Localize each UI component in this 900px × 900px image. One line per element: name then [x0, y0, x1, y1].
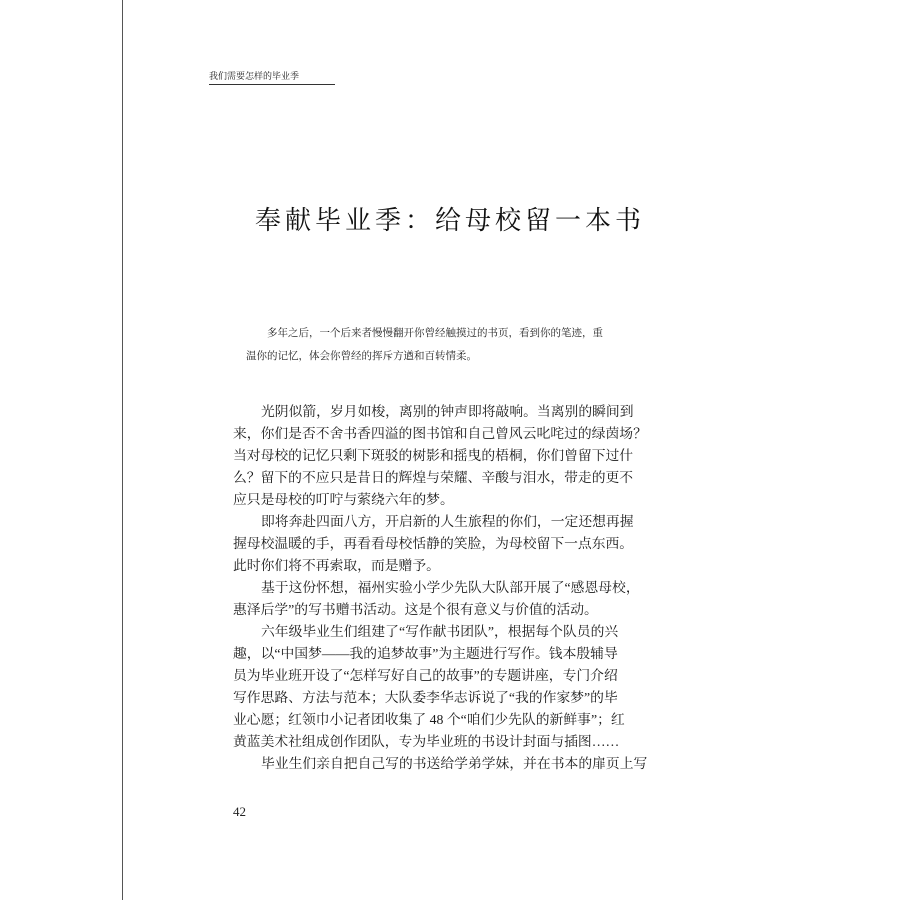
chapter-title: 奉献毕业季：给母校留一本书 [254, 206, 645, 236]
body-line: 业心愿；红领巾小记者团收集了 48 个“咱们少先队的新鲜事”；红 [233, 712, 625, 727]
body-line: 当对母校的记忆只剩下斑驳的树影和摇曳的梧桐，你们曾留下过什 [233, 448, 634, 463]
body-text [233, 401, 663, 775]
body-line: 应只是母校的叮咛与萦绕六年的梦。 [233, 492, 454, 507]
epigraph-line: 温你的记忆，体会你曾经的挥斥方遒和百转情柔。 [246, 350, 477, 362]
body-line: 写作思路、方法与范本；大队委李华志诉说了“我的作家梦”的毕 [233, 690, 618, 705]
page-gutter-line [122, 0, 123, 900]
body-line: 六年级毕业生们组建了“写作献书团队”，根据每个队员的兴 [261, 624, 619, 639]
page-number: 42 [233, 804, 246, 819]
epigraph [246, 322, 659, 368]
body-line: 握母校温暖的手，再看看母校恬静的笑脸，为母校留下一点东西。 [233, 536, 634, 551]
body-line: 黄蓝美术社组成创作团队，专为毕业班的书设计封面与插图…… [233, 734, 620, 749]
body-line: 此时你们将不再索取，而是赠予。 [233, 558, 440, 573]
body-line: 基于这份怀想，福州实验小学少先队大队部开展了“感恩母校， [261, 580, 640, 595]
body-line: 趣，以“中国梦——我的追梦故事”为主题进行写作。钱本殷辅导 [233, 646, 618, 661]
body-line: 光阴似箭，岁月如梭，离别的钟声即将敲响。当离别的瞬间到 [261, 404, 634, 419]
body-line: 么？留下的不应只是昔日的辉煌与荣耀、辛酸与泪水，带走的更不 [233, 470, 634, 485]
body-line: 毕业生们亲自把自己写的书送给学弟学妹，并在书本的扉页上写 [261, 756, 648, 771]
body-line: 即将奔赴四面八方，开启新的人生旅程的你们，一定还想再握 [261, 514, 634, 529]
body-line: 来，你们是否不舍书香四溢的图书馆和自己曾风云叱咤过的绿茵场？ [233, 426, 647, 441]
body-line: 员为毕业班开设了“怎样写好自己的故事”的专题讲座，专门介绍 [233, 668, 618, 683]
body-line: 惠泽后学”的写书赠书活动。这是个很有意义与价值的活动。 [233, 602, 598, 617]
epigraph-line: 多年之后，一个后来者慢慢翻开你曾经触摸过的书页，看到你的笔迹，重 [267, 327, 603, 339]
running-header: 我们需要怎样的毕业季 [209, 71, 335, 85]
